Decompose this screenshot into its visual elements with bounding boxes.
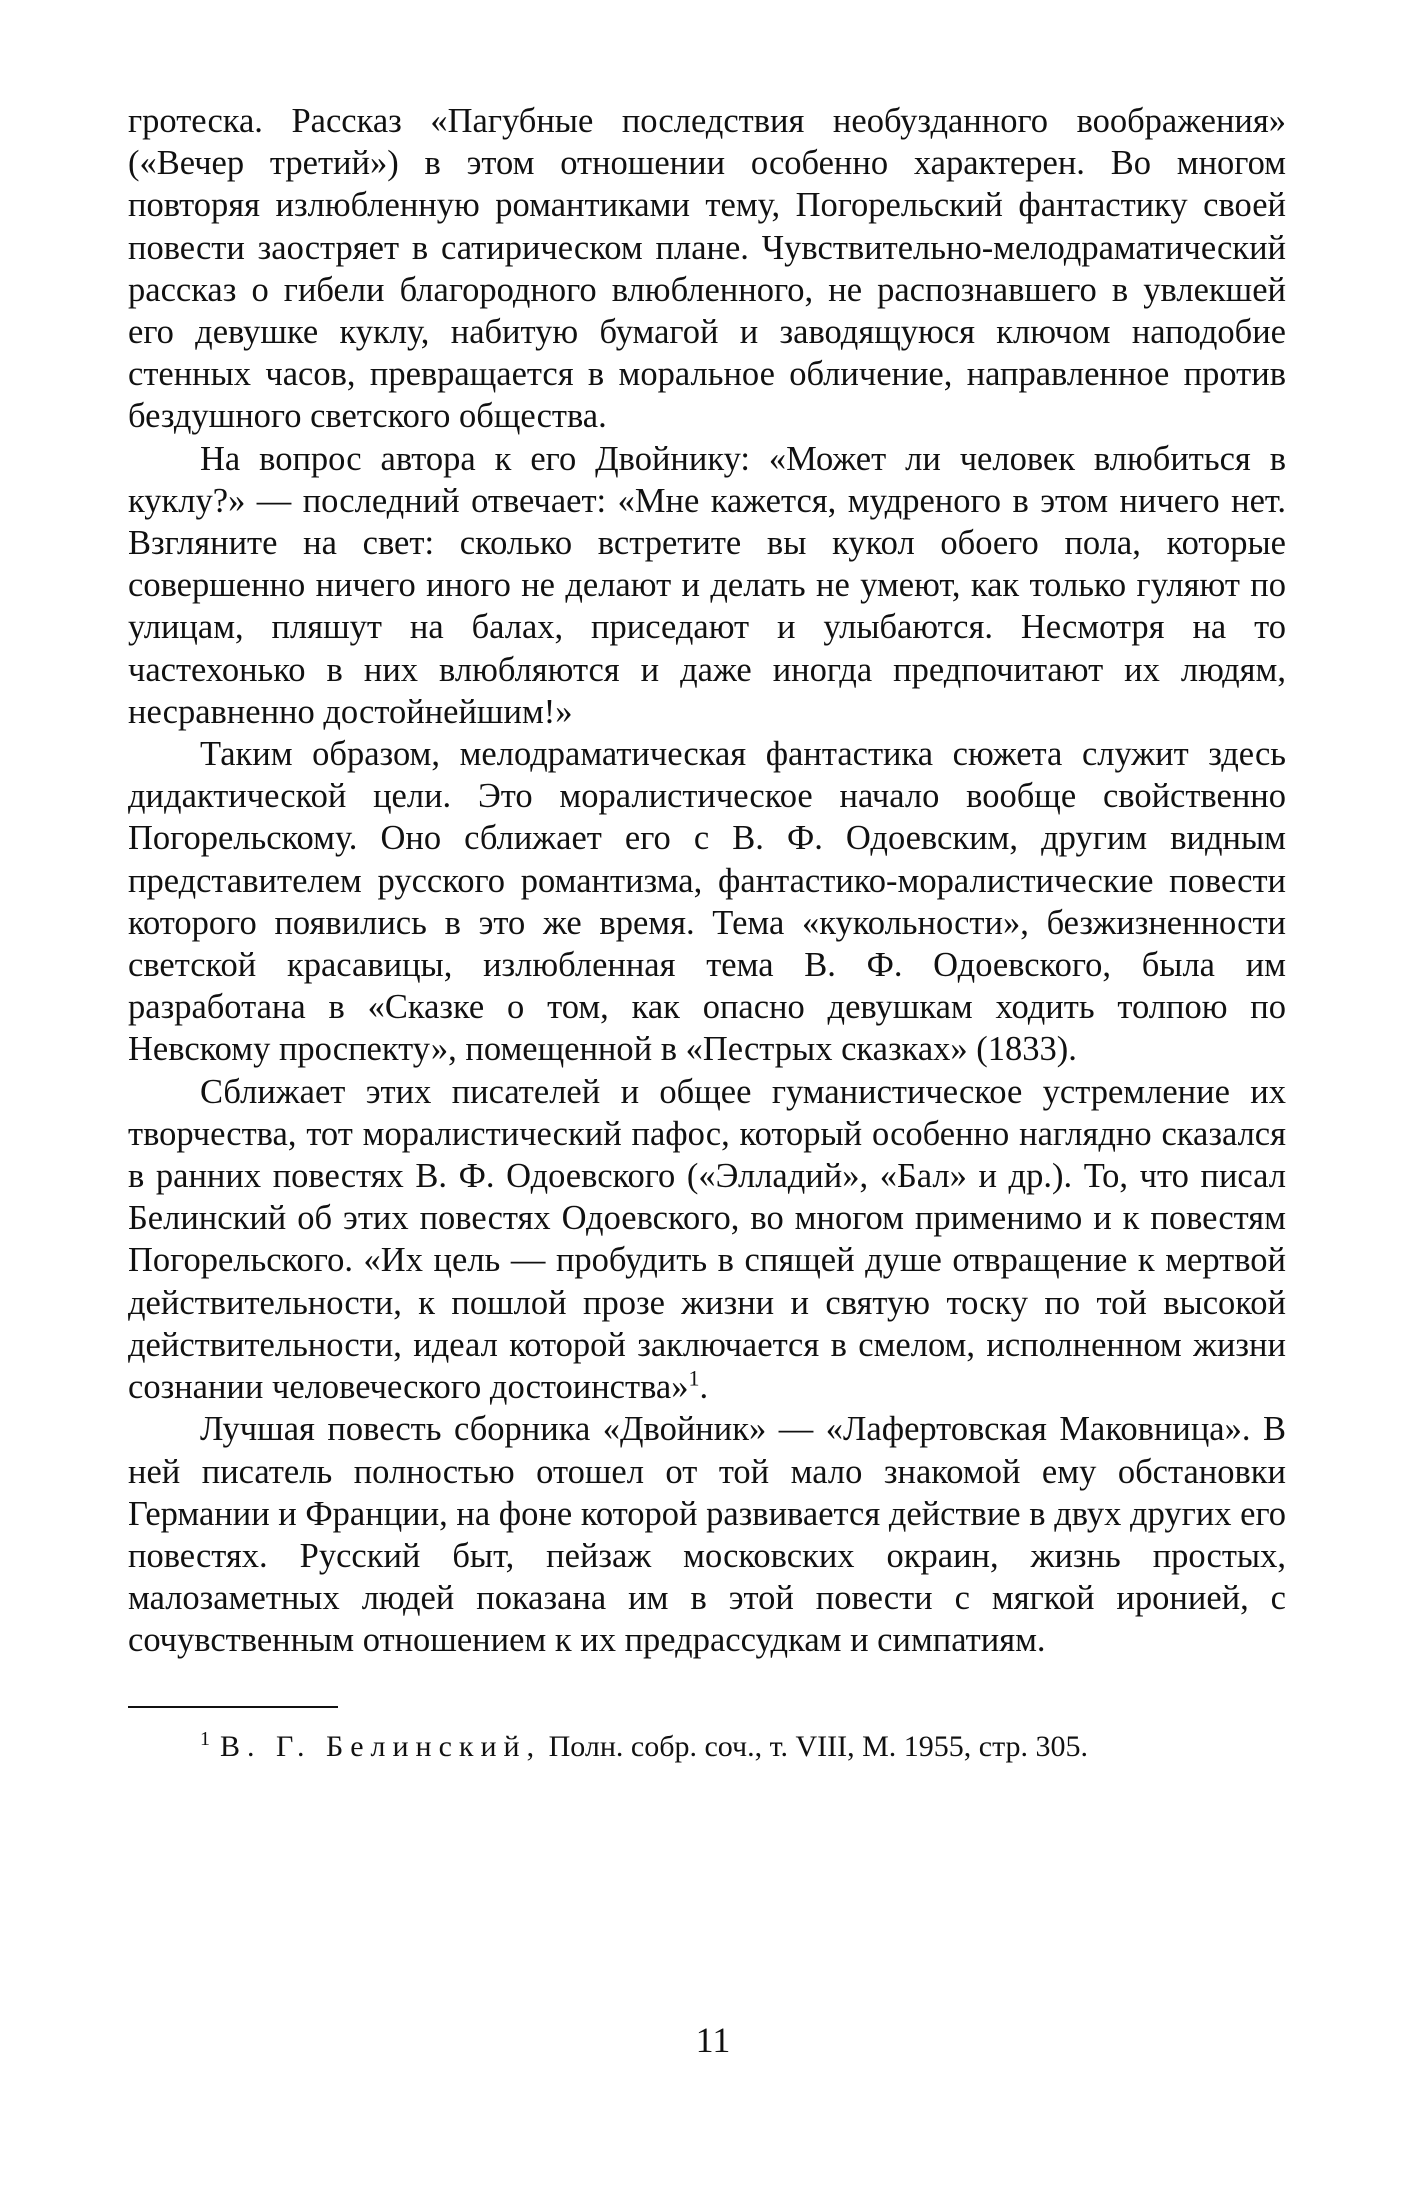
paragraph-1: гротеска. Рассказ «Пагубные последствия необузданного воображения» («Вечер третий») в этом отношении особенно характерен. Во многом повторяя излюбленную романтиками тему, Погорельский фантастику своей повести заостряет в сатирическом плане. Чувствительно-мелодраматический рассказ о гибели благородного влюбленного, не распознавшего в увлекшей его девушке куклу, набитую бумагой и заводящуюся ключом наподобие стенных часов, превращается в моральное обличение, направленное против бездушного светского общества. — [128, 102, 1286, 436]
paragraph-2: На вопрос автора к его Двойнику: «Может ли человек влюбиться в куклу?» — последний отвечает: «Мне кажется, мудреного в этом ничего нет. Взгляните на свет: сколько встретите вы кукол обоего пола, которые совершенно ничего иного не делают и делать не умеют, как только гуляют по улицам, пляшут на балах, приседают и улыбаются. Несмотря на то частехонько в них влюбляются и даже иногда предпочитают их людям, несравненно достойнейшим!» — [128, 439, 1286, 731]
page-number: 11 — [695, 2020, 731, 2060]
footnote-reference: 1 — [688, 1365, 700, 1391]
footnote-author: В. Г. Белинский, — [220, 1729, 542, 1763]
paragraph-4 — [128, 1071, 1286, 1409]
paragraph-4-text: Сближает этих писателей и общее гуманистическое устремление их творчества, тот моралистический пафос, который особенно наглядно сказался в ранних повестях В. Ф. Одоевского («Элладий», «Бал» и др.). То, что писал Белинский об этих повестях Одоевского, во многом применимо и к повестям Погорельского. «Их цель — пробудить в спящей душе отвращение к мертвой действительности, к пошлой прозе жизни и святую тоску по той высокой действительности, идеал которой заключается в смелом, исполненном жизни сознании человеческого достоинства» — [128, 1072, 1286, 1407]
paragraph-4-end: . — [699, 1368, 709, 1407]
footnote-divider — [128, 1706, 338, 1708]
page-body — [128, 100, 1286, 1766]
footnote — [128, 1728, 1286, 1766]
footnote-text: Полн. собр. соч., т. VIII, М. 1955, стр. 305. — [548, 1729, 1089, 1763]
footnote-marker: 1 — [200, 1727, 210, 1750]
paragraph-5: Лучшая повесть сборника «Двойник» — «Лафертовская Маковница». В ней писатель полностью отошел от той мало знакомой ему обстановки Германии и Франции, на фоне которой развивается действие в двух других его повестях. Русский быт, пейзаж московских окраин, жизнь простых, малозаметных людей показана им в этой повести с мягкой иронией, с сочувственным отношением к их предрассудкам и симпатиям. — [128, 1410, 1286, 1660]
paragraph-3: Таким образом, мелодраматическая фантастика сюжета служит здесь дидактической цели. Это моралистическое начало вообще свойственно Погорельскому. Оно сближает его с В. Ф. Одоевским, другим видным представителем русского романтизма, фантастико-моралистические повести которого появились в это же время. Тема «кукольности», безжизненности светской красавицы, излюбленная тема В. Ф. Одоевского, была им разработана в «Сказке о том, как опасно девушкам ходить толпою по Невскому проспекту», помещенной в «Пестрых сказках» (1833). — [128, 735, 1286, 1069]
